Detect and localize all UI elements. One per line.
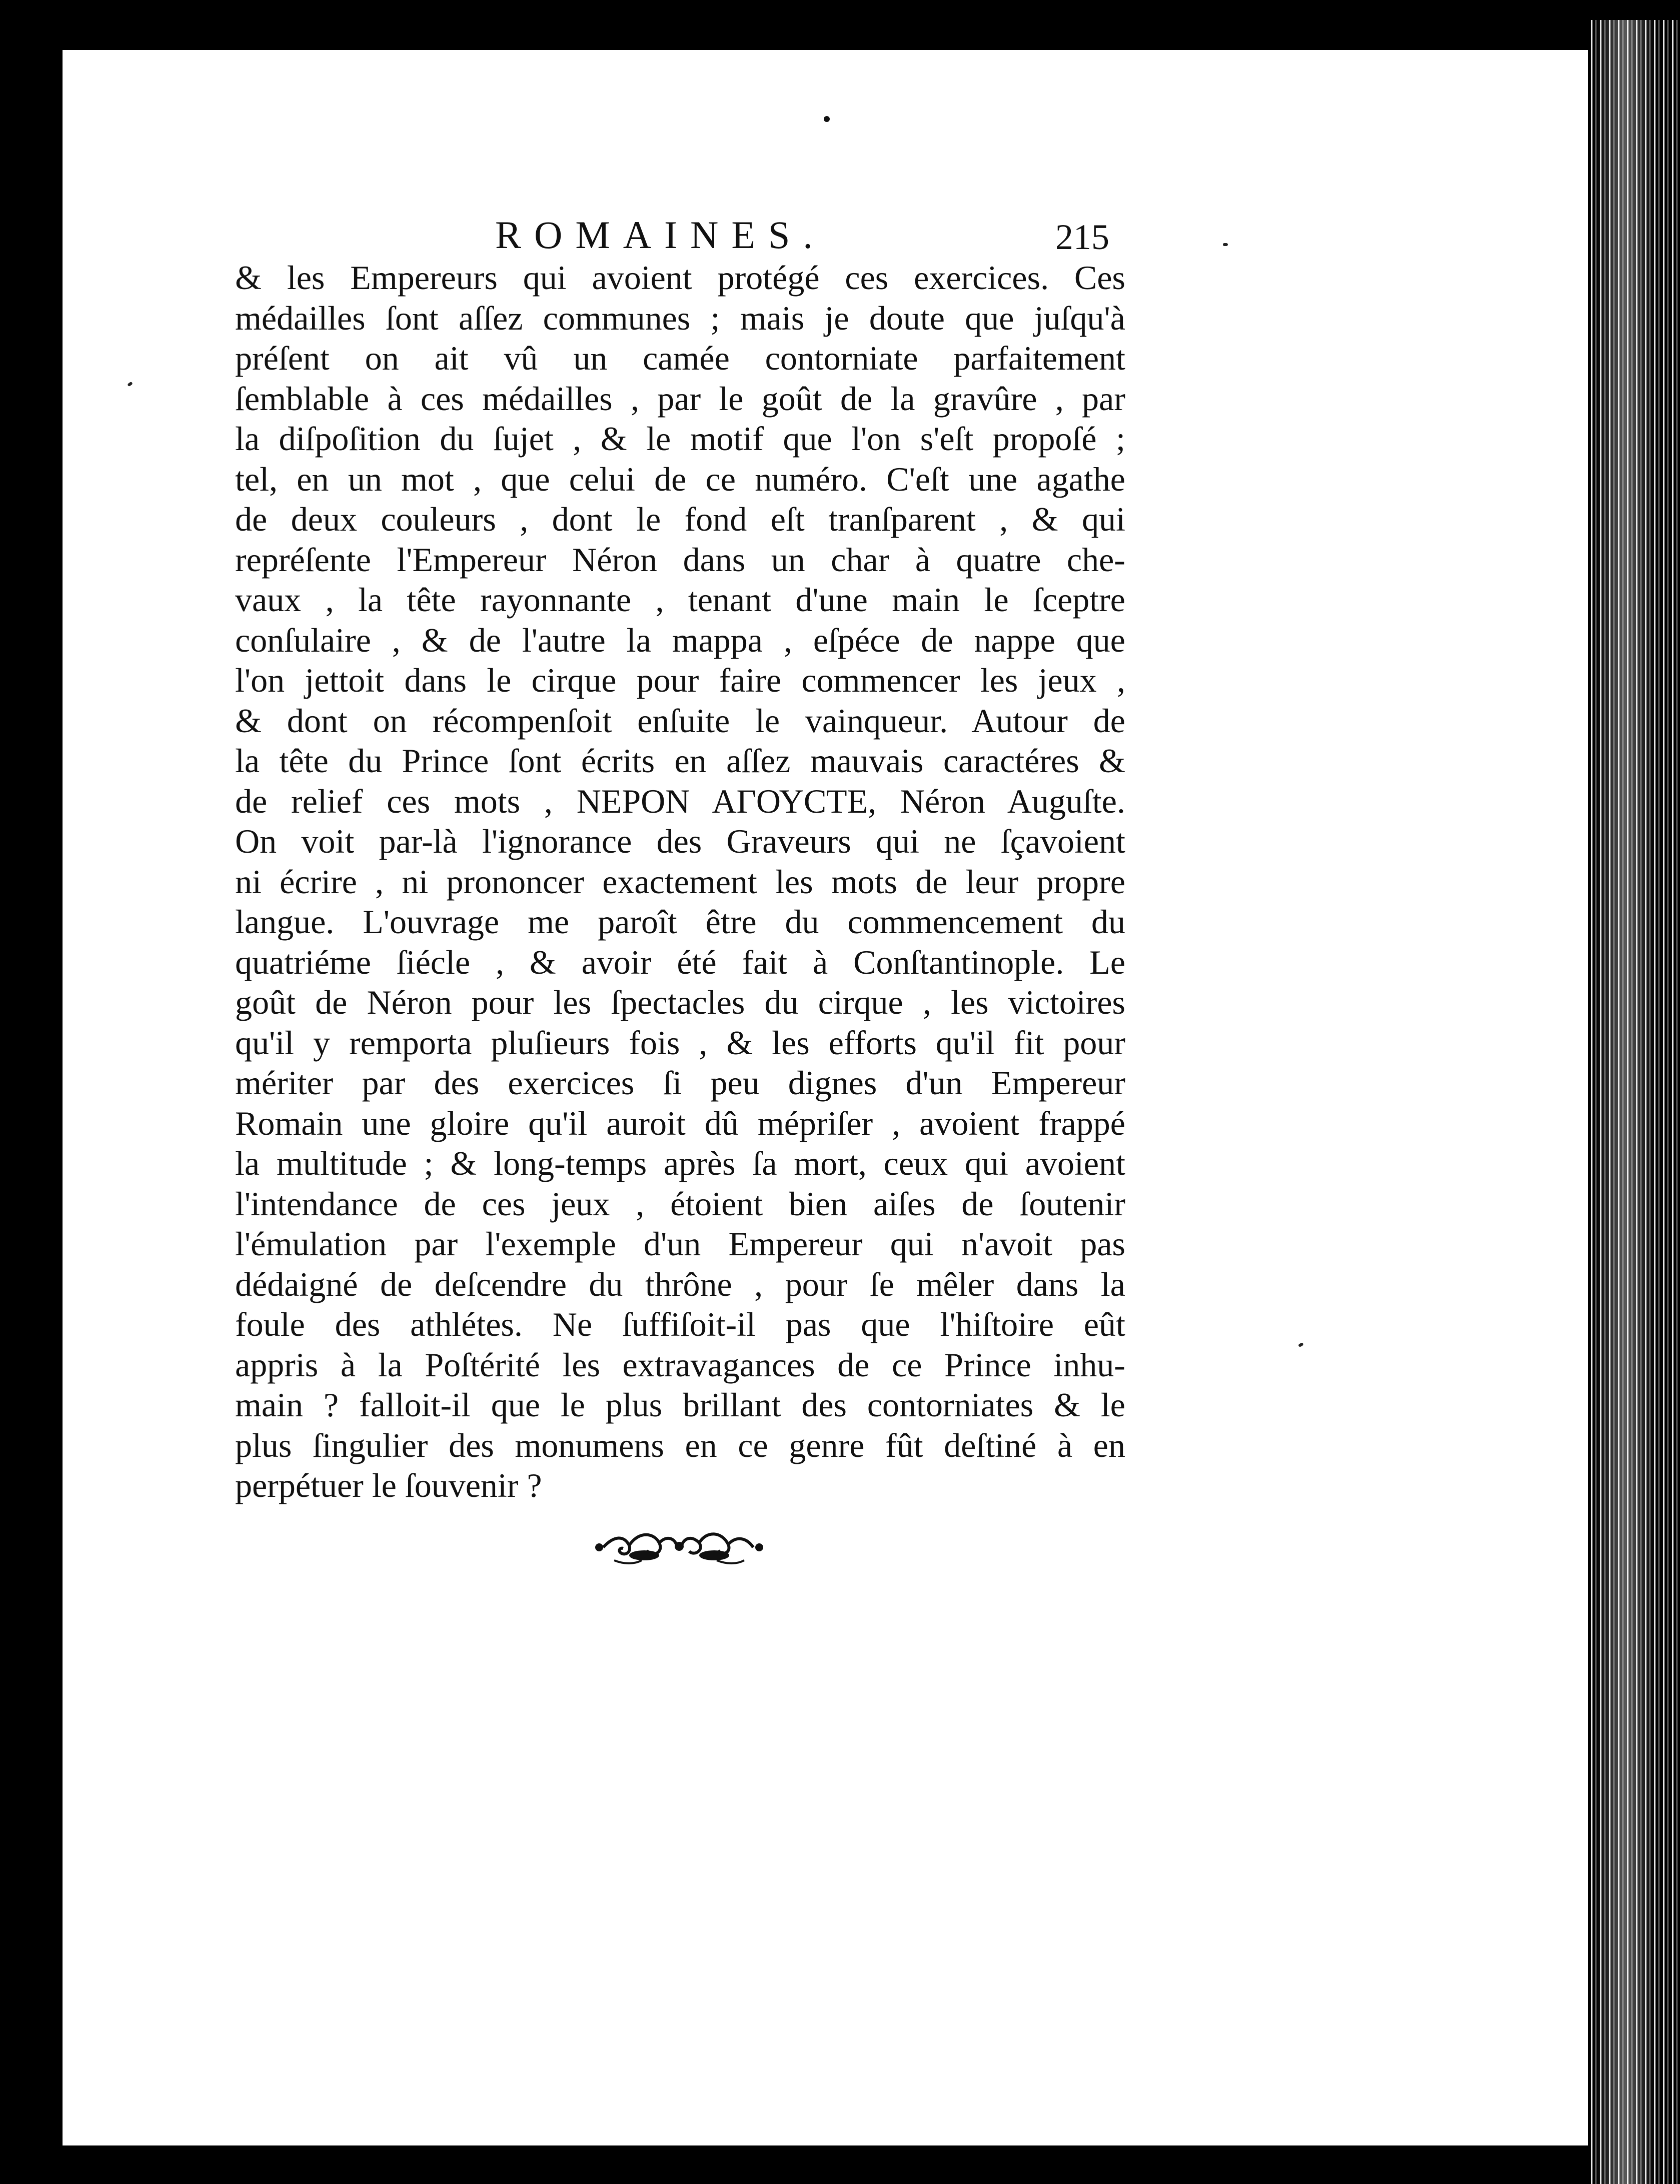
text-line: langue. L'ouvrage me paroît être du commencement du xyxy=(235,903,1125,941)
text-line: conſulaire , & de l'autre la mappa , eſpéce de nappe que xyxy=(235,621,1125,659)
text-line: Romain une gloire qu'il auroit dû mépriſer , avoient frappé xyxy=(235,1104,1125,1142)
text-line: la tête du Prince ſont écrits en aſſez mauvais caractéres & xyxy=(235,742,1125,780)
text-line: l'émulation par l'exemple d'un Empereur qui n'avoit pas xyxy=(235,1225,1125,1263)
text-line: l'intendance de ces jeux , étoient bien aiſes de ſoutenir xyxy=(235,1184,1125,1223)
ink-speck xyxy=(1223,243,1228,246)
text-line: & les Empereurs qui avoient protégé ces exercices. Ces xyxy=(235,259,1125,297)
text-line: qu'il y remporta pluſieurs fois , & les efforts qu'il fit pour xyxy=(235,1023,1125,1062)
text-line: l'on jettoit dans le cirque pour faire commencer les jeux , xyxy=(235,661,1125,699)
text-line: goût de Néron pour les ſpectacles du cirque , les victoires xyxy=(235,983,1125,1021)
text-line: perpétuer le ſouvenir ? xyxy=(235,1466,542,1504)
text-line: ſemblable à ces médailles , par le goût de la gravûre , par xyxy=(235,379,1125,418)
text-line: préſent on ait vû un camée contorniate parfaitement xyxy=(235,339,1125,377)
text-line: tel, en un mot , que celui de ce numéro. C'eſt une agathe xyxy=(235,460,1125,498)
text-line: plus ſingulier des monumens en ce genre fût deſtiné à en xyxy=(235,1426,1125,1464)
fleuron-icon xyxy=(594,1525,764,1566)
text-line: de relief ces mots , ΝΕΡΟΝ ΑΓΟΥϹΤΕ, Néron Auguſte. xyxy=(235,782,1125,820)
running-title: ROMAINES. xyxy=(495,213,826,257)
text-line: quatriéme ſiécle , & avoir été fait à Conſtantinople. Le xyxy=(235,943,1125,981)
page-number: 215 xyxy=(1055,217,1109,257)
text-line: la diſpoſition du ſujet , & le motif que l'on s'eſt propoſé ; xyxy=(235,420,1125,458)
text-line: médailles ſont aſſez communes ; mais je doute que juſqu'à xyxy=(235,299,1125,337)
text-line: main ? falloit-il que le plus brillant des contorniates & le xyxy=(235,1386,1125,1424)
text-line: la multitude ; & long-temps après ſa mort, ceux qui avoient xyxy=(235,1144,1125,1182)
text-line: dédaigné de deſcendre du thrône , pour ſe mêler dans la xyxy=(235,1265,1125,1303)
text-line: ni écrire , ni prononcer exactement les mots de leur propre xyxy=(235,862,1125,901)
text-line: & dont on récompenſoit enſuite le vainqueur. Autour de xyxy=(235,701,1125,740)
text-line: mériter par des exercices ſi peu dignes d'un Empereur xyxy=(235,1064,1125,1102)
text-line: vaux , la tête rayonnante , tenant d'une main le ſceptre xyxy=(235,581,1125,619)
text-line: On voit par-là l'ignorance des Graveurs qui ne ſçavoient xyxy=(235,822,1125,860)
page-edge-highlight xyxy=(1595,20,1655,2184)
text-line: appris à la Poſtérité les extravagances de ce Prince inhu- xyxy=(235,1345,1125,1384)
text-line: repréſente l'Empereur Néron dans un char à quatre che- xyxy=(235,540,1125,579)
text-line: de deux couleurs , dont le fond eſt tranſparent , & qui xyxy=(235,500,1125,538)
ink-dot xyxy=(824,116,830,122)
body-text xyxy=(235,258,1125,1506)
text-line: foule des athlétes. Ne ſuffiſoit-il pas que l'hiſtoire eût xyxy=(235,1305,1125,1343)
